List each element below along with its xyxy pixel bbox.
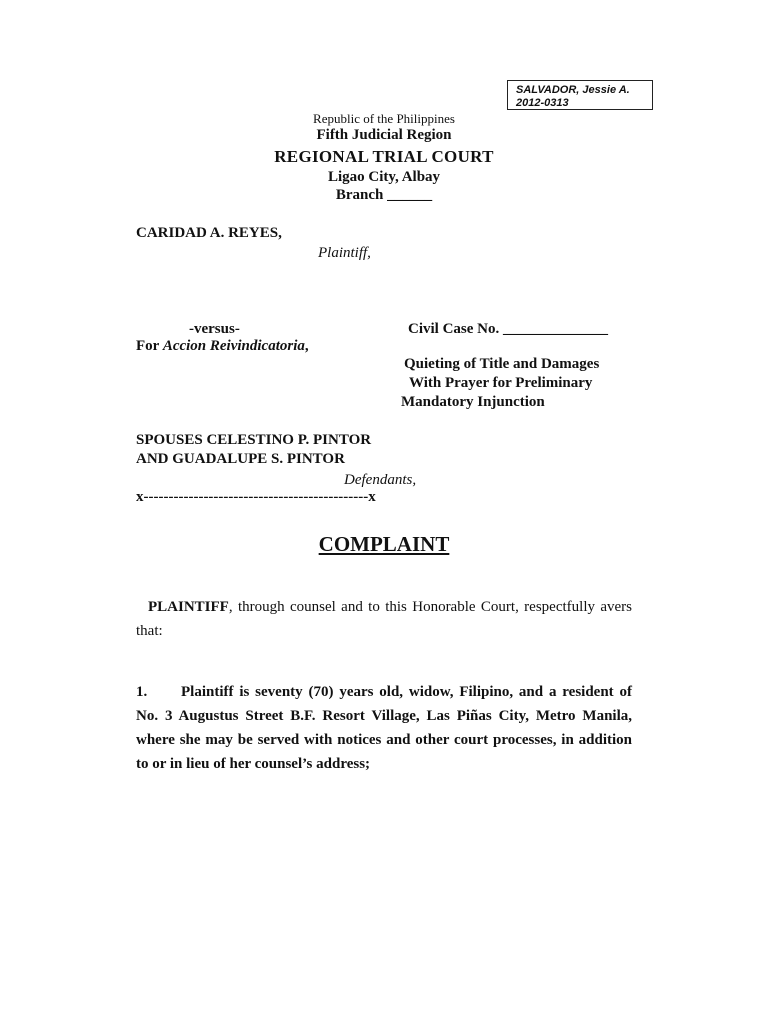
paragraph-1 [136, 680, 632, 776]
defendant-role: Defendants, [344, 472, 417, 488]
author-number: 2012-0313 [516, 97, 569, 109]
intro-lead: PLAINTIFF [148, 599, 229, 615]
action-for-prefix: For [136, 338, 160, 354]
action-line-3: Mandatory Injunction [401, 394, 545, 410]
civil-case-number: Civil Case No. ______________ [408, 321, 608, 337]
intro-text: , through counsel and to this Honorable Court, respectfully avers that: [136, 599, 632, 639]
complaint-title: COMPLAINT [318, 532, 450, 556]
action-for-line [136, 338, 309, 355]
action-for-suffix: , [304, 338, 309, 354]
caption-separator: x---------------------------------------------x [136, 489, 376, 505]
paragraph-1-text: Plaintiff is seventy (70) years old, widow, Filipino, and a resident of No. 3 Augustus Street B.F. Resort Village, Las Piñas City, Metro Manila, where she may be served with notices and other court processes, in addition to or in lieu of her counsel’s address; [136, 684, 632, 772]
intro-paragraph [136, 595, 632, 643]
defendant-line-2: AND GUADALUPE S. PINTOR [136, 451, 345, 467]
versus-label: -versus- [189, 321, 240, 337]
header-branch: Branch ______ [335, 187, 433, 203]
author-id-box [507, 80, 653, 110]
header-court: REGIONAL TRIAL COURT [274, 147, 494, 166]
action-line-2: With Prayer for Preliminary [409, 375, 593, 391]
action-for-title: Accion Reivindicatoria [162, 338, 305, 354]
header-republic: Republic of the Philippines [313, 111, 455, 126]
action-line-1: Quieting of Title and Damages [404, 356, 600, 372]
author-name: SALVADOR, Jessie A. [516, 84, 630, 96]
plaintiff-name: CARIDAD A. REYES, [136, 225, 282, 241]
header-region: Fifth Judicial Region [316, 127, 452, 143]
plaintiff-role: Plaintiff, [318, 245, 371, 261]
header-city: Ligao City, Albay [327, 169, 441, 185]
defendant-line-1: SPOUSES CELESTINO P. PINTOR [136, 432, 372, 448]
paragraph-1-number: 1. [136, 684, 148, 700]
